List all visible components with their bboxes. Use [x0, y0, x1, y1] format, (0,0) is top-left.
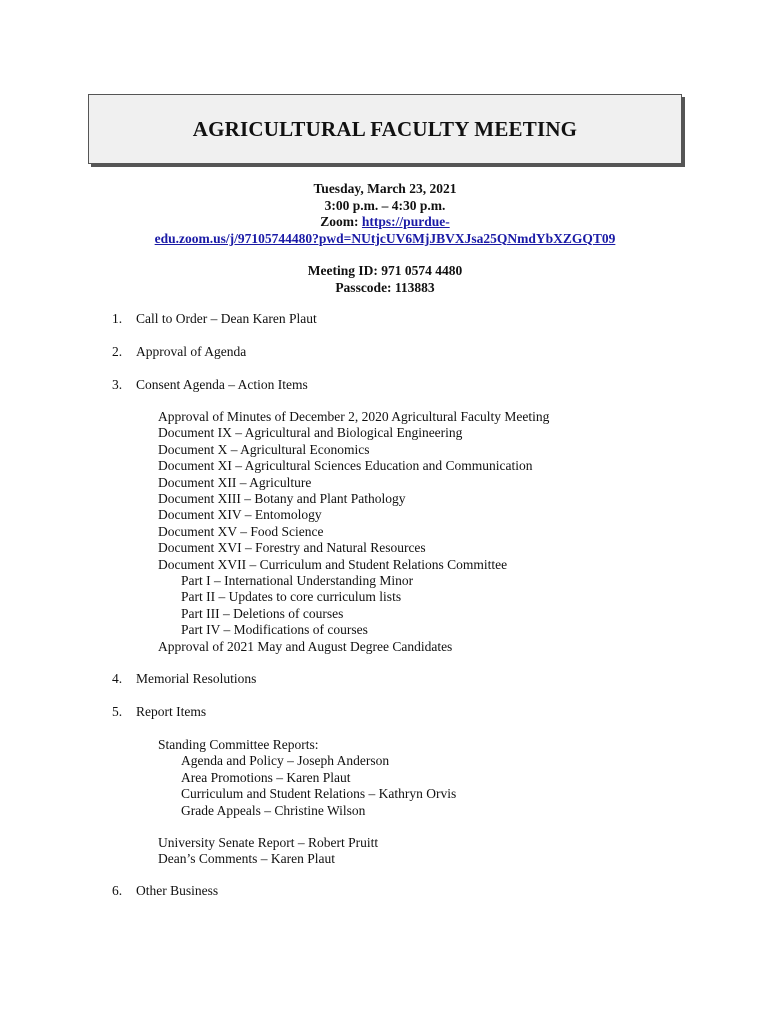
section-heading: Standing Committee Reports: [158, 737, 319, 752]
standing-committee-reports [158, 737, 456, 819]
zoom-link-part1[interactable]: https://purdue- [361, 214, 450, 229]
agenda-text: Approval of Agenda [136, 344, 247, 359]
list-item: University Senate Report – Robert Pruitt [158, 835, 379, 850]
sub-list-item: Part I – International Understanding Minor [181, 573, 414, 589]
zoom-label: Zoom: [320, 214, 362, 229]
agenda-item-2 [112, 344, 246, 361]
meeting-header [0, 181, 770, 247]
list-item: Document XI – Agricultural Sciences Education and Communication [158, 458, 533, 474]
agenda-text: Report Items [136, 704, 207, 719]
meeting-id: Meeting ID: 971 0574 4480 [307, 263, 463, 278]
zoom-link-part2[interactable]: edu.zoom.us/j/97105744480?pwd=NUtjcUV6MjJBVXJsa25QNmdYbXZGQT09 [154, 230, 616, 246]
list-item: Document XVI – Forestry and Natural Resources [158, 540, 426, 556]
list-item: Document XIV – Entomology [158, 507, 322, 523]
agenda-item-6 [112, 883, 218, 900]
sub-list-item: Part IV – Modifications of courses [181, 622, 368, 638]
zoom-link-line2 [0, 231, 770, 248]
zoom-line [0, 214, 770, 231]
agenda-number: 5. [112, 704, 123, 719]
passcode: Passcode: 113883 [335, 279, 435, 295]
agenda-item-5 [112, 704, 206, 721]
list-item: Agenda and Policy – Joseph Anderson [181, 753, 390, 769]
agenda-number: 4. [112, 671, 123, 686]
agenda-text: Other Business [136, 883, 219, 898]
title-box [88, 94, 682, 164]
agenda-text: Memorial Resolutions [136, 671, 257, 686]
list-item: Curriculum and Student Relations – Kathryn Orvis [181, 786, 457, 802]
page-title: AGRICULTURAL FACULTY MEETING [192, 116, 578, 141]
list-item: Document XII – Agriculture [158, 474, 312, 490]
agenda-item-4 [112, 671, 256, 688]
list-item: Document X – Agricultural Economics [158, 441, 370, 457]
list-item: Document XIII – Botany and Plant Pathology [158, 491, 406, 507]
meeting-credentials [0, 263, 770, 296]
meeting-date: Tuesday, March 23, 2021 [313, 181, 457, 196]
agenda-text: Consent Agenda – Action Items [136, 377, 308, 392]
list-item: Grade Appeals – Christine Wilson [181, 802, 366, 818]
list-item: Document IX – Agricultural and Biological Engineering [158, 425, 463, 441]
agenda-item-1 [112, 311, 317, 328]
consent-agenda-list [158, 409, 549, 655]
list-item: Area Promotions – Karen Plaut [181, 769, 351, 785]
agenda-number: 3. [112, 377, 123, 392]
other-reports [158, 835, 378, 868]
list-item: Approval of 2021 May and August Degree Candidates [158, 638, 453, 654]
agenda-number: 6. [112, 883, 123, 898]
list-item: Approval of Minutes of December 2, 2020 Agricultural Faculty Meeting [158, 409, 550, 424]
sub-list-item: Part II – Updates to core curriculum lists [181, 589, 402, 605]
agenda-item-3 [112, 377, 308, 394]
agenda-number: 2. [112, 344, 123, 359]
list-item: Document XVII – Curriculum and Student Relations Committee [158, 556, 508, 572]
agenda-number: 1. [112, 311, 123, 326]
agenda-text: Call to Order – Dean Karen Plaut [136, 311, 317, 326]
sub-list-item: Part III – Deletions of courses [181, 605, 344, 621]
list-item: Dean’s Comments – Karen Plaut [158, 851, 335, 867]
meeting-time: 3:00 p.m. – 4:30 p.m. [324, 197, 446, 213]
list-item: Document XV – Food Science [158, 523, 324, 539]
